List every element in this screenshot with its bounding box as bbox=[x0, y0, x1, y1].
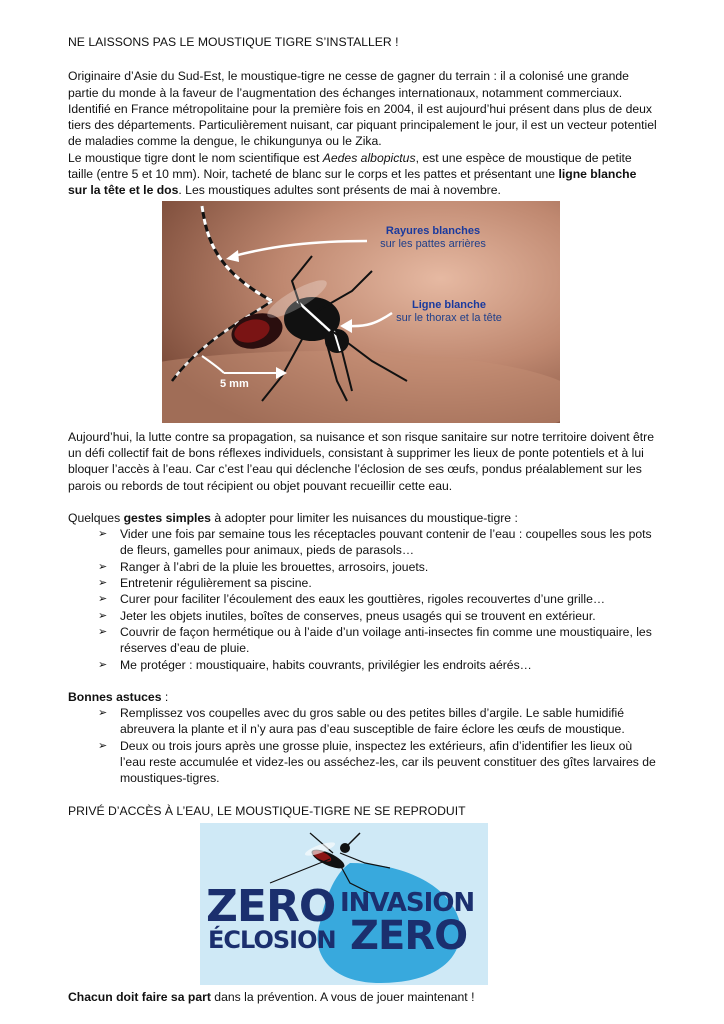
logo-zero-2: ZERO bbox=[350, 912, 468, 959]
logo-invasion: INVASION bbox=[340, 887, 475, 918]
arrow-bullet-icon: ➢ bbox=[98, 658, 108, 671]
arrow-bullet-icon: ➢ bbox=[98, 528, 108, 541]
list-item: ➢ Remplissez vos coupelles avec du gros sable ou des petites billes d’argile. Le sable humidifié abreuvera la plante et il n’y aura pas d’eau susceptible de faire éclore les œufs de moustique. bbox=[98, 706, 625, 737]
gestures-intro bbox=[68, 510, 658, 526]
tips-heading: Bonnes astuces : bbox=[68, 689, 169, 704]
list-item: ➢ Deux ou trois jours après une grosse pluie, inspectez les extérieurs, afin d’identifier les lieux où l’eau reste accumulée et videz-les ou asséchez-les, car ils peuvent constituer des gîtes larvaires de moustiques-tigres. bbox=[98, 738, 656, 786]
closing-rest: dans la prévention. A vous de jouer maintenant ! bbox=[210, 989, 475, 1004]
gestures-intro-a: Quelques bbox=[68, 510, 124, 525]
label-legs-title: Rayures blanches bbox=[385, 224, 481, 237]
arrow-bullet-icon: ➢ bbox=[98, 739, 108, 752]
gestures-list bbox=[68, 526, 658, 673]
mosquito-photo bbox=[162, 201, 560, 423]
label-thorax bbox=[374, 299, 524, 325]
closing-line bbox=[68, 989, 658, 1005]
gestures-intro-bold: gestes simples bbox=[123, 510, 211, 525]
closing-bold: Chacun doit faire sa part bbox=[68, 989, 211, 1004]
tips-heading-bold: Bonnes astuces bbox=[68, 689, 162, 704]
list-item: ➢ Entretenir régulièrement sa piscine. bbox=[98, 576, 312, 591]
document-page bbox=[68, 34, 658, 1005]
arrow-bullet-icon: ➢ bbox=[98, 609, 108, 622]
intro-text-a: Le moustique tigre dont le nom scientifique est bbox=[68, 150, 323, 165]
logo-zero-1: ZERO bbox=[206, 880, 336, 932]
page-title: NE LAISSONS PAS LE MOUSTIQUE TIGRE S’INSTALLER ! bbox=[68, 35, 399, 49]
intro-text-b: , est une espèce de moustique de petite taille (entre 5 et 10 mm). Noir, tacheté de blanc sur le corps et les pattes et présentant une bbox=[68, 150, 632, 182]
label-thorax-title: Ligne blanche bbox=[412, 298, 486, 311]
label-legs bbox=[358, 225, 508, 251]
arrow-bullet-icon: ➢ bbox=[98, 707, 108, 720]
intro-paragraph-1: Originaire d’Asie du Sud-Est, le moustique-tigre ne cesse de gagner du terrain : il a colonisé une grande partie du monde à la faveur de l’augmentation des échanges internationaux, notamment commerciaux. Identifié en France métropolitaine pour la première fois en 2004, il est aujourd’hui présent dans plus de deux tiers des départements. Particulièrement nuisant, car piquant principalement le jour, il est un vecteur potentiel de maladies comme la dengue, le chikungunya ou le Zika. bbox=[68, 69, 657, 149]
list-item: ➢ Vider une fois par semaine tous les réceptacles pouvant contenir de l’eau : coupelles sous les pots de fleurs, gamelles pour animaux, pieds de parasols… bbox=[98, 527, 652, 558]
zero-invasion-logo bbox=[200, 823, 488, 985]
list-item: ➢ Couvrir de façon hermétique ou à l’aide d’un voilage anti-insectes fin comme une moustiquaire, les réserves d’eau de pluie. bbox=[98, 624, 652, 656]
scale-label: 5 mm bbox=[220, 377, 249, 390]
scientific-name: Aedes albopictus bbox=[322, 150, 416, 165]
list-item: ➢ Curer pour faciliter l’écoulement des eaux les gouttières, rigoles recouvertes d’une grille… bbox=[98, 592, 606, 607]
gestures-intro-b: à adopter pour limiter les nuisances du moustique-tigre : bbox=[210, 510, 518, 525]
label-thorax-sub: sur le thorax et la tête bbox=[396, 311, 502, 324]
list-item: ➢ Ranger à l’abri de la pluie les brouettes, arrosoirs, jouets. bbox=[98, 559, 429, 574]
section-subtitle: PRIVÉ D’ACCÈS À L’EAU, LE MOUSTIQUE-TIGRE NE SE REPRODUIT bbox=[68, 803, 466, 818]
list-item: ➢ Me protéger : moustiquaire, habits couvrants, privilégier les endroits aérés… bbox=[98, 657, 532, 672]
label-legs-sub: sur les pattes arrières bbox=[380, 237, 486, 250]
fight-paragraph: Aujourd’hui, la lutte contre sa propagation, sa nuisance et son risque sanitaire sur notre territoire doivent être un défi collectif fait de bons réflexes individuels, consistant à supprimer les lieux de ponte potentiels et à lui bloquer l’accès à l’eau. Car c’est l’eau qui déclenche l’éclosion de ses œufs, pondus préalablement sur les parois ou rebords de tout récipient ou objet pouvant recueillir cette eau. bbox=[68, 429, 655, 493]
tips-list bbox=[68, 705, 658, 786]
intro-paragraph-2 bbox=[68, 150, 658, 199]
intro-text-c: . Les moustiques adultes sont présents de mai à novembre. bbox=[178, 183, 501, 198]
arrow-bullet-icon: ➢ bbox=[98, 560, 108, 573]
arrow-bullet-icon: ➢ bbox=[98, 593, 108, 606]
list-item: ➢ Jeter les objets inutiles, boîtes de conserves, pneus usagés qui se trouvent en extérieur. bbox=[98, 608, 596, 623]
arrow-bullet-icon: ➢ bbox=[98, 577, 108, 590]
arrow-bullet-icon: ➢ bbox=[98, 625, 108, 638]
logo-eclosion: ÉCLOSION bbox=[208, 925, 336, 954]
intro-bold: ligne blanche sur la tête et le dos bbox=[68, 167, 637, 198]
